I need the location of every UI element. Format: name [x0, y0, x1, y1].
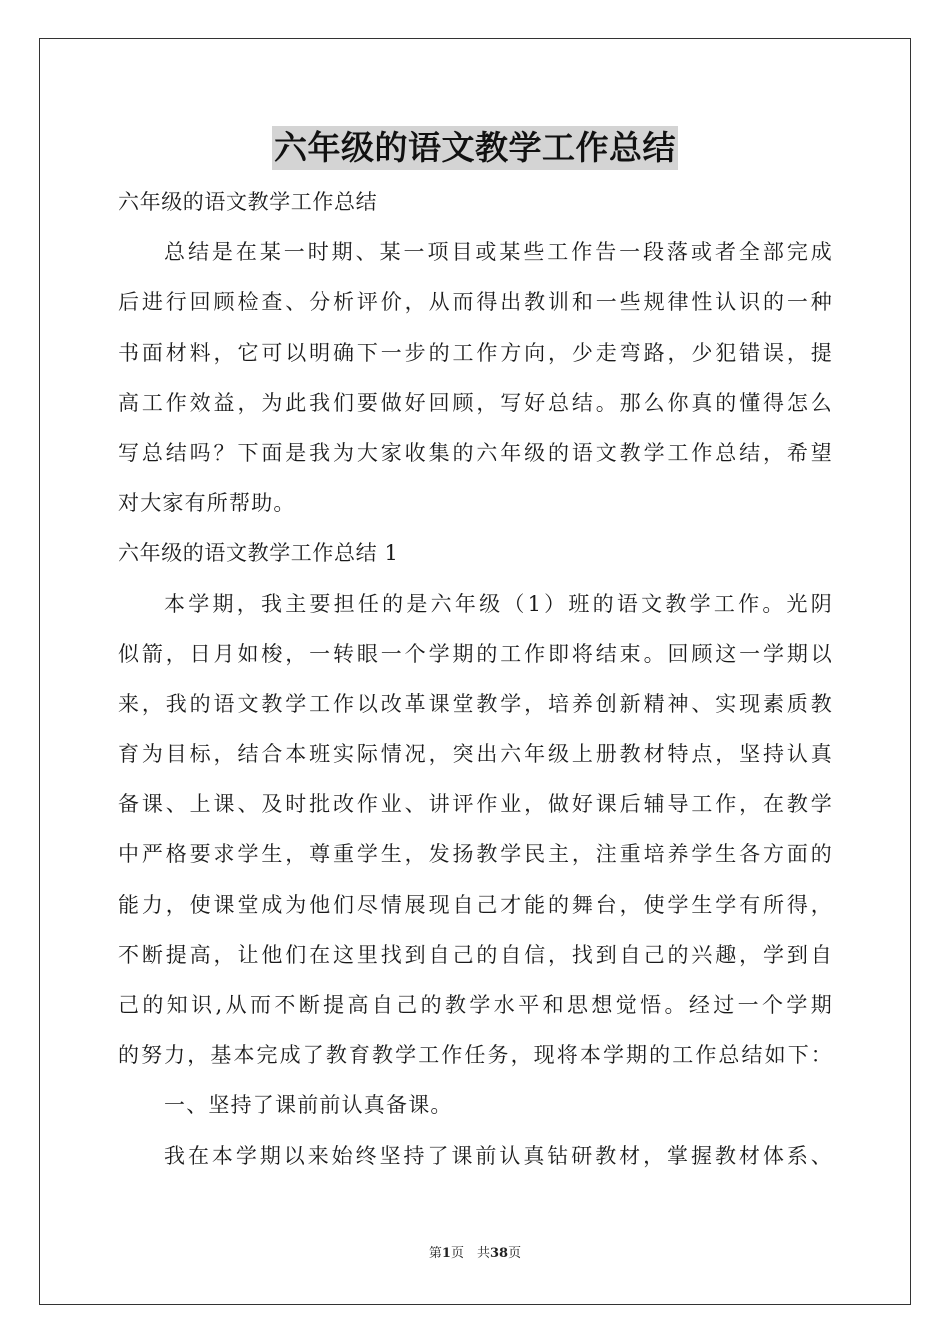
- page-suffix: 页: [508, 1246, 522, 1261]
- paragraph-line: 能力，使课堂成为他们尽情展现自己才能的舞台，使学生学有所得，: [118, 892, 833, 917]
- paragraph-line: 对大家有所帮助。: [118, 491, 296, 516]
- paragraph-line: 似箭，日月如梭，一转眼一个学期的工作即将结束。回顾这一学期以: [118, 641, 833, 666]
- document-title: 六年级的语文教学工作总结: [272, 126, 678, 170]
- page-footer: [0, 1245, 950, 1263]
- paragraph-line: 育为目标，结合本班实际情况，突出六年级上册教材特点，坚持认真: [118, 742, 833, 767]
- paragraph-line: 不断提高，让他们在这里找到自己的自信，找到自己的兴趣，学到自: [118, 942, 833, 967]
- document-body: [118, 177, 833, 1181]
- paragraph-line: 书面材料，它可以明确下一步的工作方向，少走弯路，少犯错误，提: [118, 340, 833, 365]
- paragraph-line: 本学期，我主要担任的是六年级（1）班的语文教学工作。光阴: [164, 591, 833, 616]
- paragraph-line: 高工作效益，为此我们要做好回顾，写好总结。那么你真的懂得怎么: [118, 390, 833, 415]
- paragraph-line: 我在本学期以来始终坚持了课前认真钻研教材，掌握教材体系、: [164, 1143, 833, 1168]
- page-mid: 页 共: [450, 1246, 490, 1261]
- paragraph-line: 中严格要求学生，尊重学生，发扬教学民主，注重培养学生各方面的: [118, 842, 833, 867]
- page-total: 38: [489, 1246, 509, 1261]
- paragraph-line: 的努力，基本完成了教育教学工作任务，现将本学期的工作总结如下：: [118, 1043, 833, 1068]
- paragraph-line: 备课、上课、及时批改作业、讲评作业，做好课后辅导工作，在教学: [118, 792, 833, 817]
- subtitle-line: 六年级的语文教学工作总结: [118, 190, 378, 214]
- subsection-heading: 一、坚持了课前前认真备课。: [164, 1093, 453, 1118]
- title-block: [0, 126, 950, 170]
- paragraph-line: 写总结吗？下面是我为大家收集的六年级的语文教学工作总结，希望: [118, 440, 833, 465]
- paragraph-line: 总结是在某一时期、某一项目或某些工作告一段落或者全部完成: [164, 240, 833, 265]
- page-number: 1: [441, 1246, 451, 1261]
- section-heading: 六年级的语文教学工作总结 1: [118, 541, 399, 566]
- paragraph-line: 后进行回顾检查、分析评价，从而得出教训和一些规律性认识的一种: [118, 290, 833, 315]
- page-prefix: 第: [428, 1246, 442, 1261]
- paragraph-line: 己的知识,从而不断提高自己的教学水平和思想觉悟。经过一个学期: [118, 993, 833, 1017]
- paragraph-line: 来，我的语文教学工作以改革课堂教学，培养创新精神、实现素质教: [118, 691, 833, 716]
